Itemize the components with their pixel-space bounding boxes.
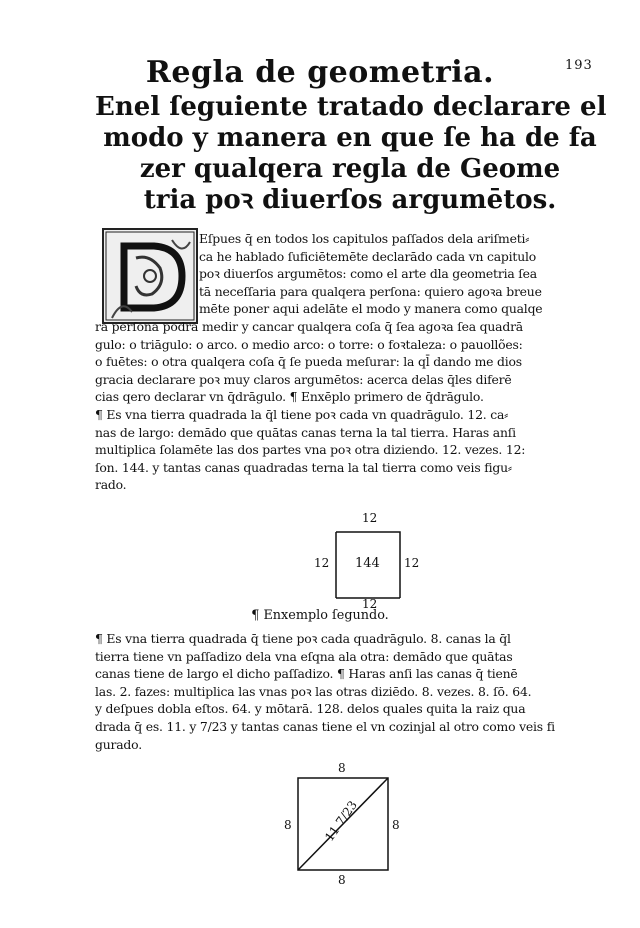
text-line: ca he hablado ſuficiētemēte declarādo cada vn capitulo [199, 248, 536, 264]
text-line: drada q̄ es. 11. y 7/23 y tantas canas tiene el vn cozinjal al otro como veis fi [95, 718, 555, 734]
page-title: Regla de geometria. [145, 55, 495, 90]
figure2-diagonal-label: 11 7/23 [322, 798, 360, 844]
text-line: las. 2. fazes: multiplica las vnas poꝛ las otras diziēdo. 8. vezes. 8. ſō. 64. [95, 683, 532, 699]
page-number: 193 [565, 58, 593, 73]
text-line: tierra tiene vn paſſadizo dela vna eſqna ala otra: demādo que quātas [95, 648, 513, 664]
figure1-bottom-label: 12 [362, 597, 378, 611]
text-line: gracia declarare poꝛ muy claros argumētos: acerca delas q̄les diferē [95, 371, 512, 387]
text-line: poꝛ diuerſos argumētos: como el arte dla geometria ſea [199, 266, 537, 282]
text-line: tā neceſſaria para qualqera perſona: quiero agoꝛa breue [199, 283, 542, 299]
text-line: mēte poner aqui adelāte el modo y manera como qualqe [199, 301, 543, 317]
example2-title: ¶ Enxemplo ſegundo. [251, 608, 389, 623]
figure2-bottom-label: 8 [338, 873, 346, 887]
figure1-top-label: 12 [362, 511, 378, 525]
figure2-top-label: 8 [338, 761, 346, 775]
figure1-right-label: 12 [404, 556, 420, 570]
heading-line: zer qualqera regla de Geome [139, 154, 561, 184]
text-line: ¶ Es vna tierra quadrada la q̄l tiene poꝛ cada vn quadrāgulo. 12. ca⸗ [95, 406, 509, 422]
figure1-left-label: 12 [314, 556, 330, 570]
figure2-right-label: 8 [392, 818, 400, 832]
heading-line: Enel ſeguiente tratado declarare el [95, 92, 607, 122]
text-line: nas de largo: demādo que quātas canas terna la tal tierra. Haras anſi [95, 424, 516, 440]
text-line: gulo: o triāgulo: o arco. o medio arco: o torre: o foꝛtaleza: o pauollões: [95, 336, 523, 352]
text-line: cias qero declarar vn q̄drāgulo. ¶ Enxēplo primero de q̄drāgulo. [95, 389, 484, 405]
heading-line: modo y manera en que ſe ha de fa [103, 123, 597, 153]
text-line: ¶ Es vna tierra quadrada q̄ tiene poꝛ cada quadrāgulo. 8. canas la q̄l [95, 631, 511, 646]
heading-line: tria poꝛ diuerſos argumētos. [143, 185, 557, 215]
text-line: ſon. 144. y tantas canas quadradas terna la tal tierra como veis figu⸗ [95, 459, 512, 475]
text-line: rado. [95, 477, 127, 493]
text-line: o fuētes: o otra qualqera coſa q̄ ſe pueda meſurar: la ql̄ dando me dios [95, 354, 522, 370]
text-line: Eſpues q̄ en todos los capitulos paſſados dela ariſmeti⸗ [199, 231, 530, 246]
figure1-area-label: 144 [355, 556, 380, 571]
text-line: y deſpues dobla eſtos. 64. y mōtarā. 128. delos quales quita la raiz qua [95, 701, 526, 717]
text-line: canas tiene de largo el dicho paſſadizo. ¶ Haras anſi las canas q̄ tienē [95, 666, 518, 682]
text-line: ra perſona podra medir y cancar qualqera coſa q̄ ſea agoꝛa ſea quadrā [95, 318, 523, 334]
text-line: multiplica ſolamēte las dos partes vna poꝛ otra diziendo. 12. vezes. 12: [95, 442, 526, 458]
figure2-left-label: 8 [284, 818, 292, 832]
text-line: gurado. [95, 736, 142, 752]
